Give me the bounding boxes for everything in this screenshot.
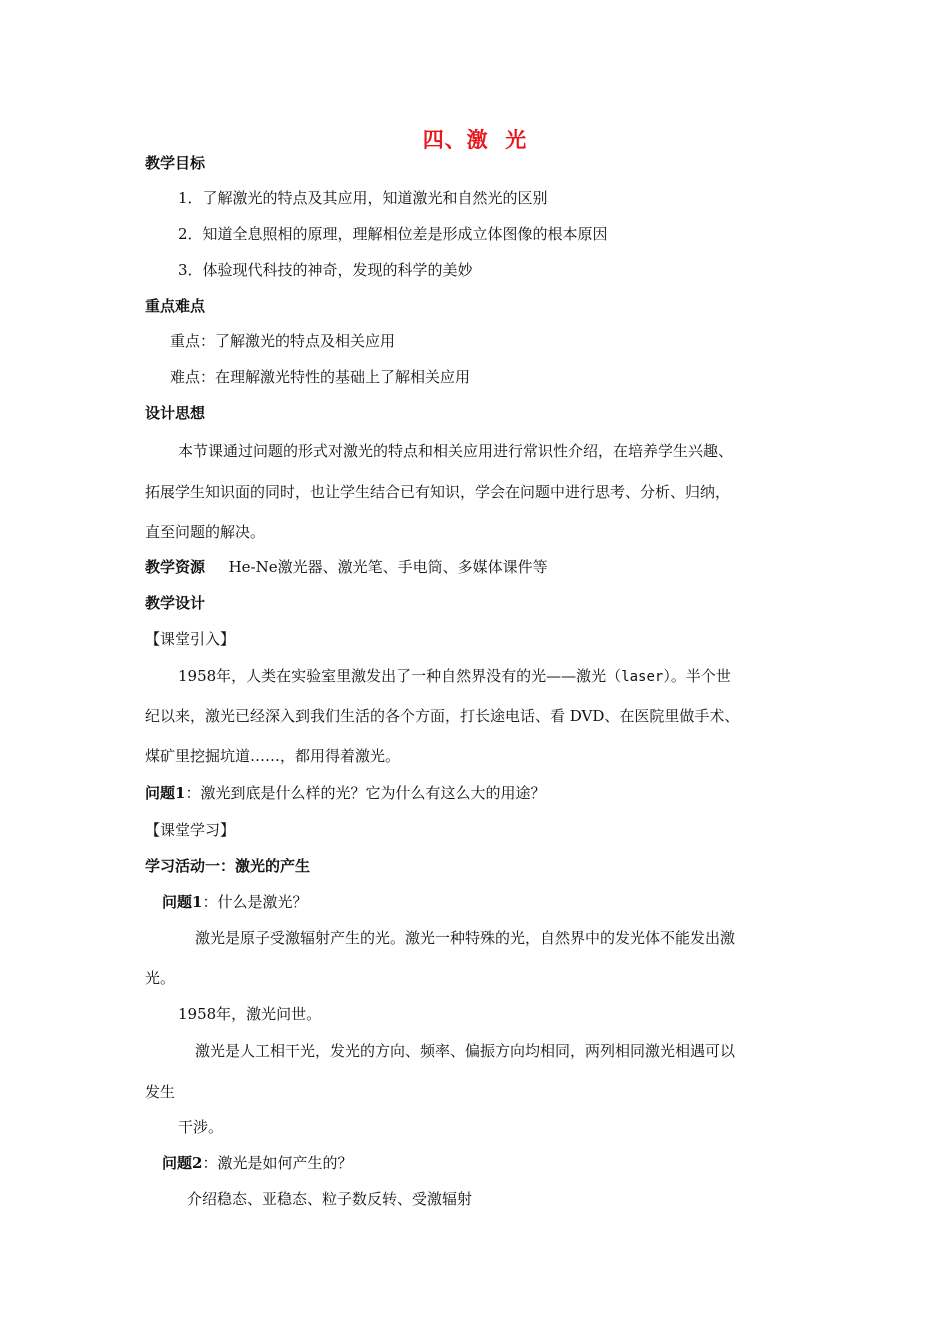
paragraph-line: 光。 bbox=[145, 969, 176, 987]
question-label: 问题1 bbox=[162, 893, 203, 911]
section-heading-resources: 教学资源 bbox=[145, 558, 206, 576]
question-text: ：什么是激光？ bbox=[202, 893, 308, 911]
difficulty-text: 难点：在理解激光特性的基础上了解相关应用 bbox=[170, 368, 471, 386]
question-line bbox=[145, 783, 545, 803]
key-point-text: 重点：了解激光的特点及相关应用 bbox=[170, 332, 396, 350]
objective-item: 2．知道全息照相的原理，理解相位差是形成立体图像的根本原因 bbox=[178, 225, 608, 243]
subsection-heading-intro: 【课堂引入】 bbox=[145, 630, 236, 648]
paragraph-line: 激光是原子受激辐射产生的光。激光一种特殊的光，自然界中的发光体不能发出激 bbox=[195, 929, 736, 947]
paragraph-line: 纪以来，激光已经深入到我们生活的各个方面，打长途电话、看 DVD、在医院里做手术、 bbox=[145, 707, 740, 725]
paragraph-line: 介绍稳态、亚稳态、粒子数反转、受激辐射 bbox=[187, 1190, 473, 1208]
question-text: ：激光到底是什么样的光？它为什么有这么大的用途？ bbox=[185, 784, 546, 802]
activity-heading: 学习活动一：激光的产生 bbox=[145, 857, 311, 875]
question-line bbox=[162, 892, 307, 912]
paragraph-line: 煤矿里挖掘坑道……，都用得着激光。 bbox=[145, 747, 401, 765]
objective-item: 1．了解激光的特点及其应用，知道激光和自然光的区别 bbox=[178, 189, 548, 207]
page-title: 四、激 光 bbox=[422, 127, 528, 152]
paragraph-line bbox=[178, 666, 731, 687]
paragraph-line: 发生 bbox=[145, 1083, 176, 1101]
paragraph-line: 本节课通过问题的形式对激光的特点和相关应用进行常识性介绍，在培养学生兴趣、 bbox=[178, 442, 734, 460]
subsection-heading-learning: 【课堂学习】 bbox=[145, 821, 236, 839]
objective-item: 3．体验现代科技的神奇，发现的科学的美妙 bbox=[178, 261, 473, 279]
question-label: 问题1 bbox=[145, 784, 186, 802]
section-heading-keypoints: 重点难点 bbox=[145, 297, 206, 315]
paragraph-line: 拓展学生知识面的同时，也让学生结合已有知识，学会在问题中进行思考、分析、归纳， bbox=[145, 483, 731, 501]
resources-text: He-Ne激光器、激光笔、手电筒、多媒体课件等 bbox=[228, 558, 548, 576]
term-laser: laser bbox=[621, 669, 664, 685]
section-heading-design: 教学设计 bbox=[145, 594, 206, 612]
paragraph-line: 1958年，激光问世。 bbox=[178, 1005, 322, 1023]
paragraph-line: 直至问题的解决。 bbox=[145, 523, 266, 541]
section-heading-objectives: 教学目标 bbox=[145, 154, 206, 172]
paragraph-line: 激光是人工相干光，发光的方向、频率、偏振方向均相同，两列相同激光相遇可以 bbox=[195, 1042, 736, 1060]
question-text: ：激光是如何产生的？ bbox=[202, 1154, 353, 1172]
text-run: 1958年，人类在实验室里激发出了一种自然界没有的光——激光（ bbox=[178, 667, 622, 685]
resources-line bbox=[145, 557, 548, 577]
text-run: ）。半个世 bbox=[663, 667, 731, 685]
question-line bbox=[162, 1153, 352, 1173]
paragraph-line: 干涉。 bbox=[178, 1118, 224, 1136]
question-label: 问题2 bbox=[162, 1154, 203, 1172]
section-heading-design-idea: 设计思想 bbox=[145, 404, 206, 422]
